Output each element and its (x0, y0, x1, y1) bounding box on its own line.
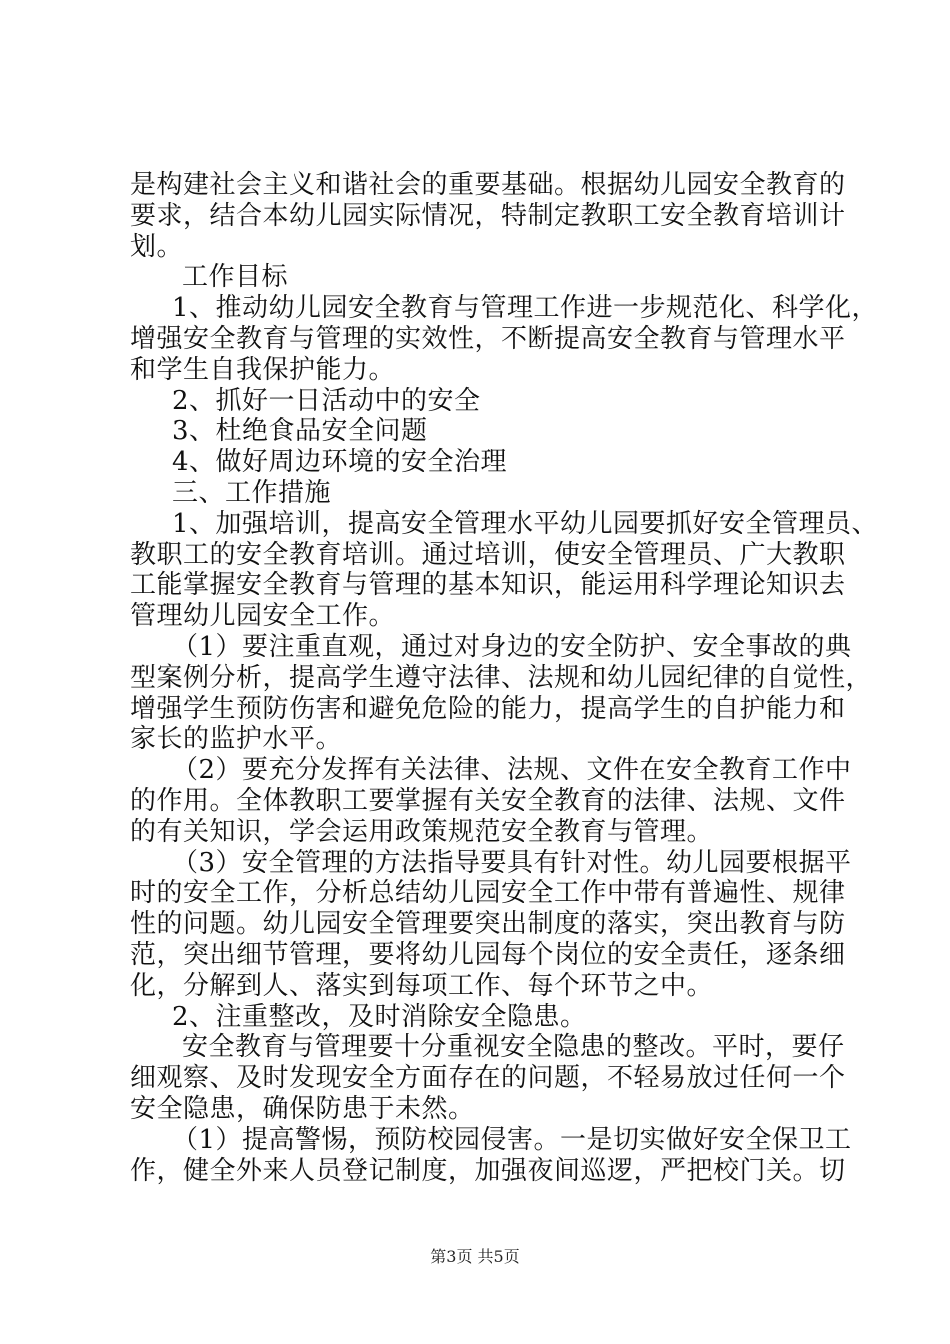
text-line: 的有关知识，学会运用政策规范安全教育与管理。 (130, 816, 714, 847)
text-line: 作，健全外来人员登记制度，加强夜间巡逻，严把校门关。切 (130, 1155, 846, 1186)
text-line: 工能掌握安全教育与管理的基本知识，能运用科学理论知识去 (130, 570, 846, 601)
text-line: 增强安全教育与管理的实效性，不断提高安全教育与管理水平 (130, 323, 846, 354)
text-line: 划。 (130, 231, 184, 262)
text-line: 细观察、及时发现安全方面存在的问题，不轻易放过任何一个 (130, 1063, 846, 1094)
text-line: 1、加强培训，提高安全管理水平幼儿园要抓好安全管理员、 (172, 508, 879, 539)
page-footer: 第3页 共5页 (430, 1247, 520, 1266)
text-line: 是构建社会主义和谐社会的重要基础。根据幼儿园安全教育的 (130, 170, 846, 200)
text-line: 4、做好周边环境的安全治理 (172, 447, 508, 478)
text-line: 2、抓好一日活动中的安全 (172, 385, 481, 416)
text-line: 的作用。全体教职工要掌握有关安全教育的法律、法规、文件 (130, 785, 846, 816)
text-line: 化，分解到人、落实到每项工作、每个环节之中。 (130, 970, 714, 1001)
text-line: 家长的监护水平。 (130, 724, 343, 755)
text-line: 型案例分析，提高学生遵守法律、法规和幼儿园纪律的自觉性， (130, 662, 873, 693)
text-line: （1）要注重直观，通过对身边的安全防护、安全事故的典 (172, 631, 852, 662)
text-line: 范，突出细节管理，要将幼儿园每个岗位的安全责任，逐条细 (130, 939, 846, 970)
text-line: 3、杜绝食品安全问题 (172, 416, 428, 447)
text-line: 要求，结合本幼儿园实际情况，特制定教职工安全教育培训计 (130, 200, 846, 231)
text-line: 工作目标 (182, 262, 289, 293)
text-line: （1）提高警惕，预防校园侵害。一是切实做好安全保卫工 (172, 1124, 852, 1155)
text-line: 安全隐患，确保防患于未然。 (130, 1093, 475, 1124)
text-line: 教职工的安全教育培训。通过培训，使安全管理员、广大教职 (130, 539, 846, 570)
text-line: 管理幼儿园安全工作。 (130, 601, 396, 632)
text-line: 安全教育与管理要十分重视安全隐患的整改。平时，要仔 (182, 1032, 845, 1063)
text-line: （2）要充分发挥有关法律、法规、文件在安全教育工作中 (172, 755, 852, 786)
text-line: 性的问题。幼儿园安全管理要突出制度的落实，突出教育与防 (130, 909, 846, 940)
text-line: 1、推动幼儿园安全教育与管理工作进一步规范化、科学化， (172, 293, 879, 324)
document-body (130, 170, 879, 1186)
text-line: 三、工作措施 (172, 477, 332, 508)
text-line: 增强学生预防伤害和避免危险的能力，提高学生的自护能力和 (130, 693, 846, 724)
text-line: 2、注重整改，及时消除安全隐患。 (172, 1001, 587, 1032)
text-line: 时的安全工作，分析总结幼儿园安全工作中带有普遍性、规律 (130, 878, 846, 909)
text-line: （3）安全管理的方法指导要具有针对性。幼儿园要根据平 (172, 847, 852, 878)
text-line: 和学生自我保护能力。 (130, 354, 396, 385)
